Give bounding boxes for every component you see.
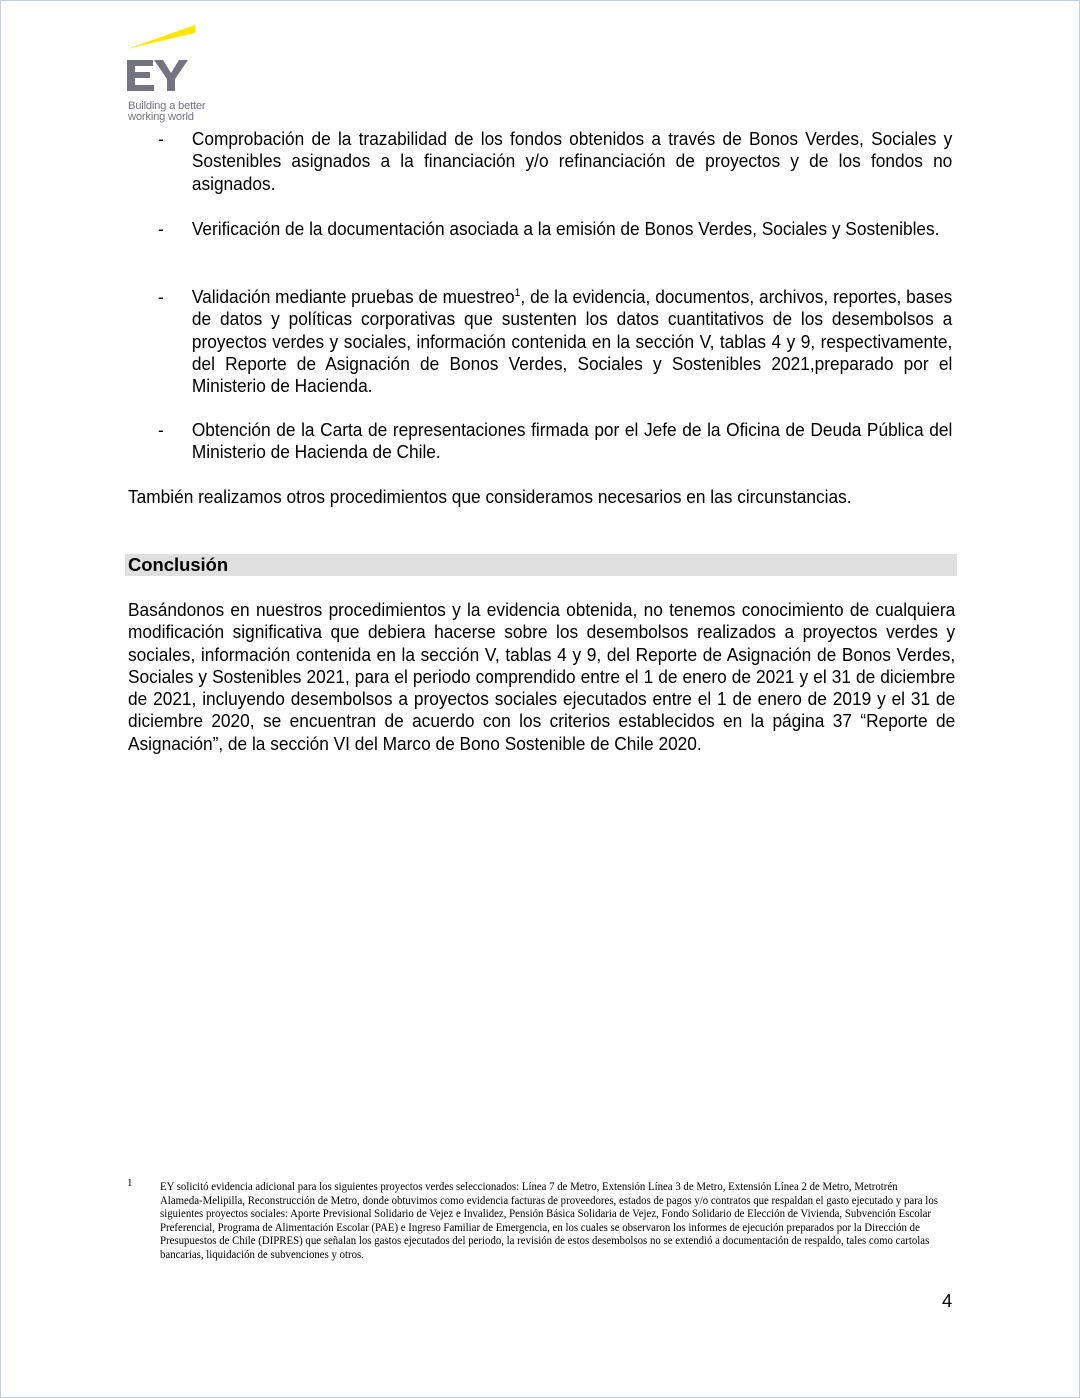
- footnote-reference[interactable]: 1: [514, 287, 521, 299]
- bullet-item: [158, 128, 952, 195]
- ey-letter-y: [154, 60, 188, 91]
- other-procedures-paragraph: También realizamos otros procedimientos que consideramos necesarios en las circunstancias.: [128, 486, 852, 507]
- tagline-line-2: working world: [128, 110, 194, 123]
- bullet-item: [158, 218, 952, 240]
- bullet-marker: -: [158, 419, 164, 440]
- conclusion-heading: Conclusión: [128, 554, 229, 575]
- bullet-text: Obtención de la Carta de representaciones firmada por el Jefe de la Oficina de Deuda Pública del Ministerio de Hacienda de Chile.: [191, 419, 953, 463]
- bullet-item: [158, 419, 952, 464]
- tagline-line-1: Building a better: [128, 100, 206, 112]
- bullet-marker: -: [158, 218, 164, 239]
- bullet-text: [192, 286, 952, 397]
- bullet-text: Comprobación de la trazabilidad de los fondos obtenidos a través de Bonos Verdes, Sociales y Sostenibles asignados a la financiación y/o refinanciación de proyectos y de los fondos no asignados.: [191, 128, 953, 194]
- ey-logo: [127, 25, 227, 125]
- ey-logo-mark: [127, 25, 227, 95]
- conclusion-heading-bar: [125, 554, 957, 576]
- footnote-text: EY solicitó evidencia adicional para los siguientes proyectos verdes seleccionados: Línea 7 de Metro, Extensión Línea 3 de Metro, Extensión Línea 2 de Metro, Metrotrén Alameda-Melipilla, Reconstrucción de Metro, donde obtuvimos como evidencia facturas de proveedores, estados de pagos y/o contratos que respaldan el gasto ejecutado y para los siguientes proyectos sociales: Aporte Previsional Solidario de Vejez e Invalidez, Pensión Básica Solidaria de Vejez, Fondo Solidario de Elección de Vivienda, Subvención Escolar Preferencial, Programa de Alimentación Escolar (PAE) e Ingreso Familiar de Emergencia, en los cuales se observaron los informes de ejecución preparados por la Dirección de Presupuestos de Chile (DIPRES) que señalan los gastos ejecutados del periodo, la revisión de estos desembolsos no se extendió a documentación de respaldo, tales como cartolas bancarias, liquidación de subvenciones y otros.: [160, 1181, 938, 1261]
- ey-letter-e: [127, 60, 154, 91]
- bullet-text-part: Validación mediante pruebas de muestreo: [191, 286, 515, 307]
- page-number: 4: [942, 1290, 953, 1311]
- footnote-number: 1: [127, 1177, 133, 1189]
- ey-beam-icon: [127, 25, 195, 49]
- ey-tagline: [128, 101, 205, 122]
- bullet-marker: -: [158, 128, 164, 149]
- bullet-text: Verificación de la documentación asociada a la emisión de Bonos Verdes, Sociales y Sostenibles.: [191, 218, 940, 239]
- bullet-text-part: , de la evidencia, documentos, archivos, reportes, bases de datos y políticas corporativas que sustenten los datos cuantitativos de los desembolsos a proyectos verdes y sociales, información contenida en la sección V, tablas 4 y 9, respectivamente, del Reporte de Asignación de Bonos Verdes, Sociales y Sostenibles 2021,preparado por el Ministerio de Hacienda.: [191, 286, 953, 397]
- bullet-item: [158, 286, 952, 397]
- bullet-marker: -: [158, 286, 164, 307]
- conclusion-paragraph: Basándonos en nuestros procedimientos y la evidencia obtenida, no tenemos conocimiento de cualquiera modificación significativa que debiera hacerse sobre los desembolsos realizados a proyectos verdes y sociales, información contenida en la sección V, tablas 4 y 9, del Reporte de Asignación de Bonos Verdes, Sociales y Sostenibles 2021, para el periodo comprendido entre el 1 de enero de 2021 y el 31 de diciembre de 2021, incluyendo desembolsos a proyectos sociales ejecutados entre el 1 de enero de 2019 y el 31 de diciembre 2020, se encuentran de acuerdo con los criterios establecidos en la página 37 “Reporte de Asignación”, de la sección VI del Marco de Bono Sostenible de Chile 2020.: [128, 599, 956, 754]
